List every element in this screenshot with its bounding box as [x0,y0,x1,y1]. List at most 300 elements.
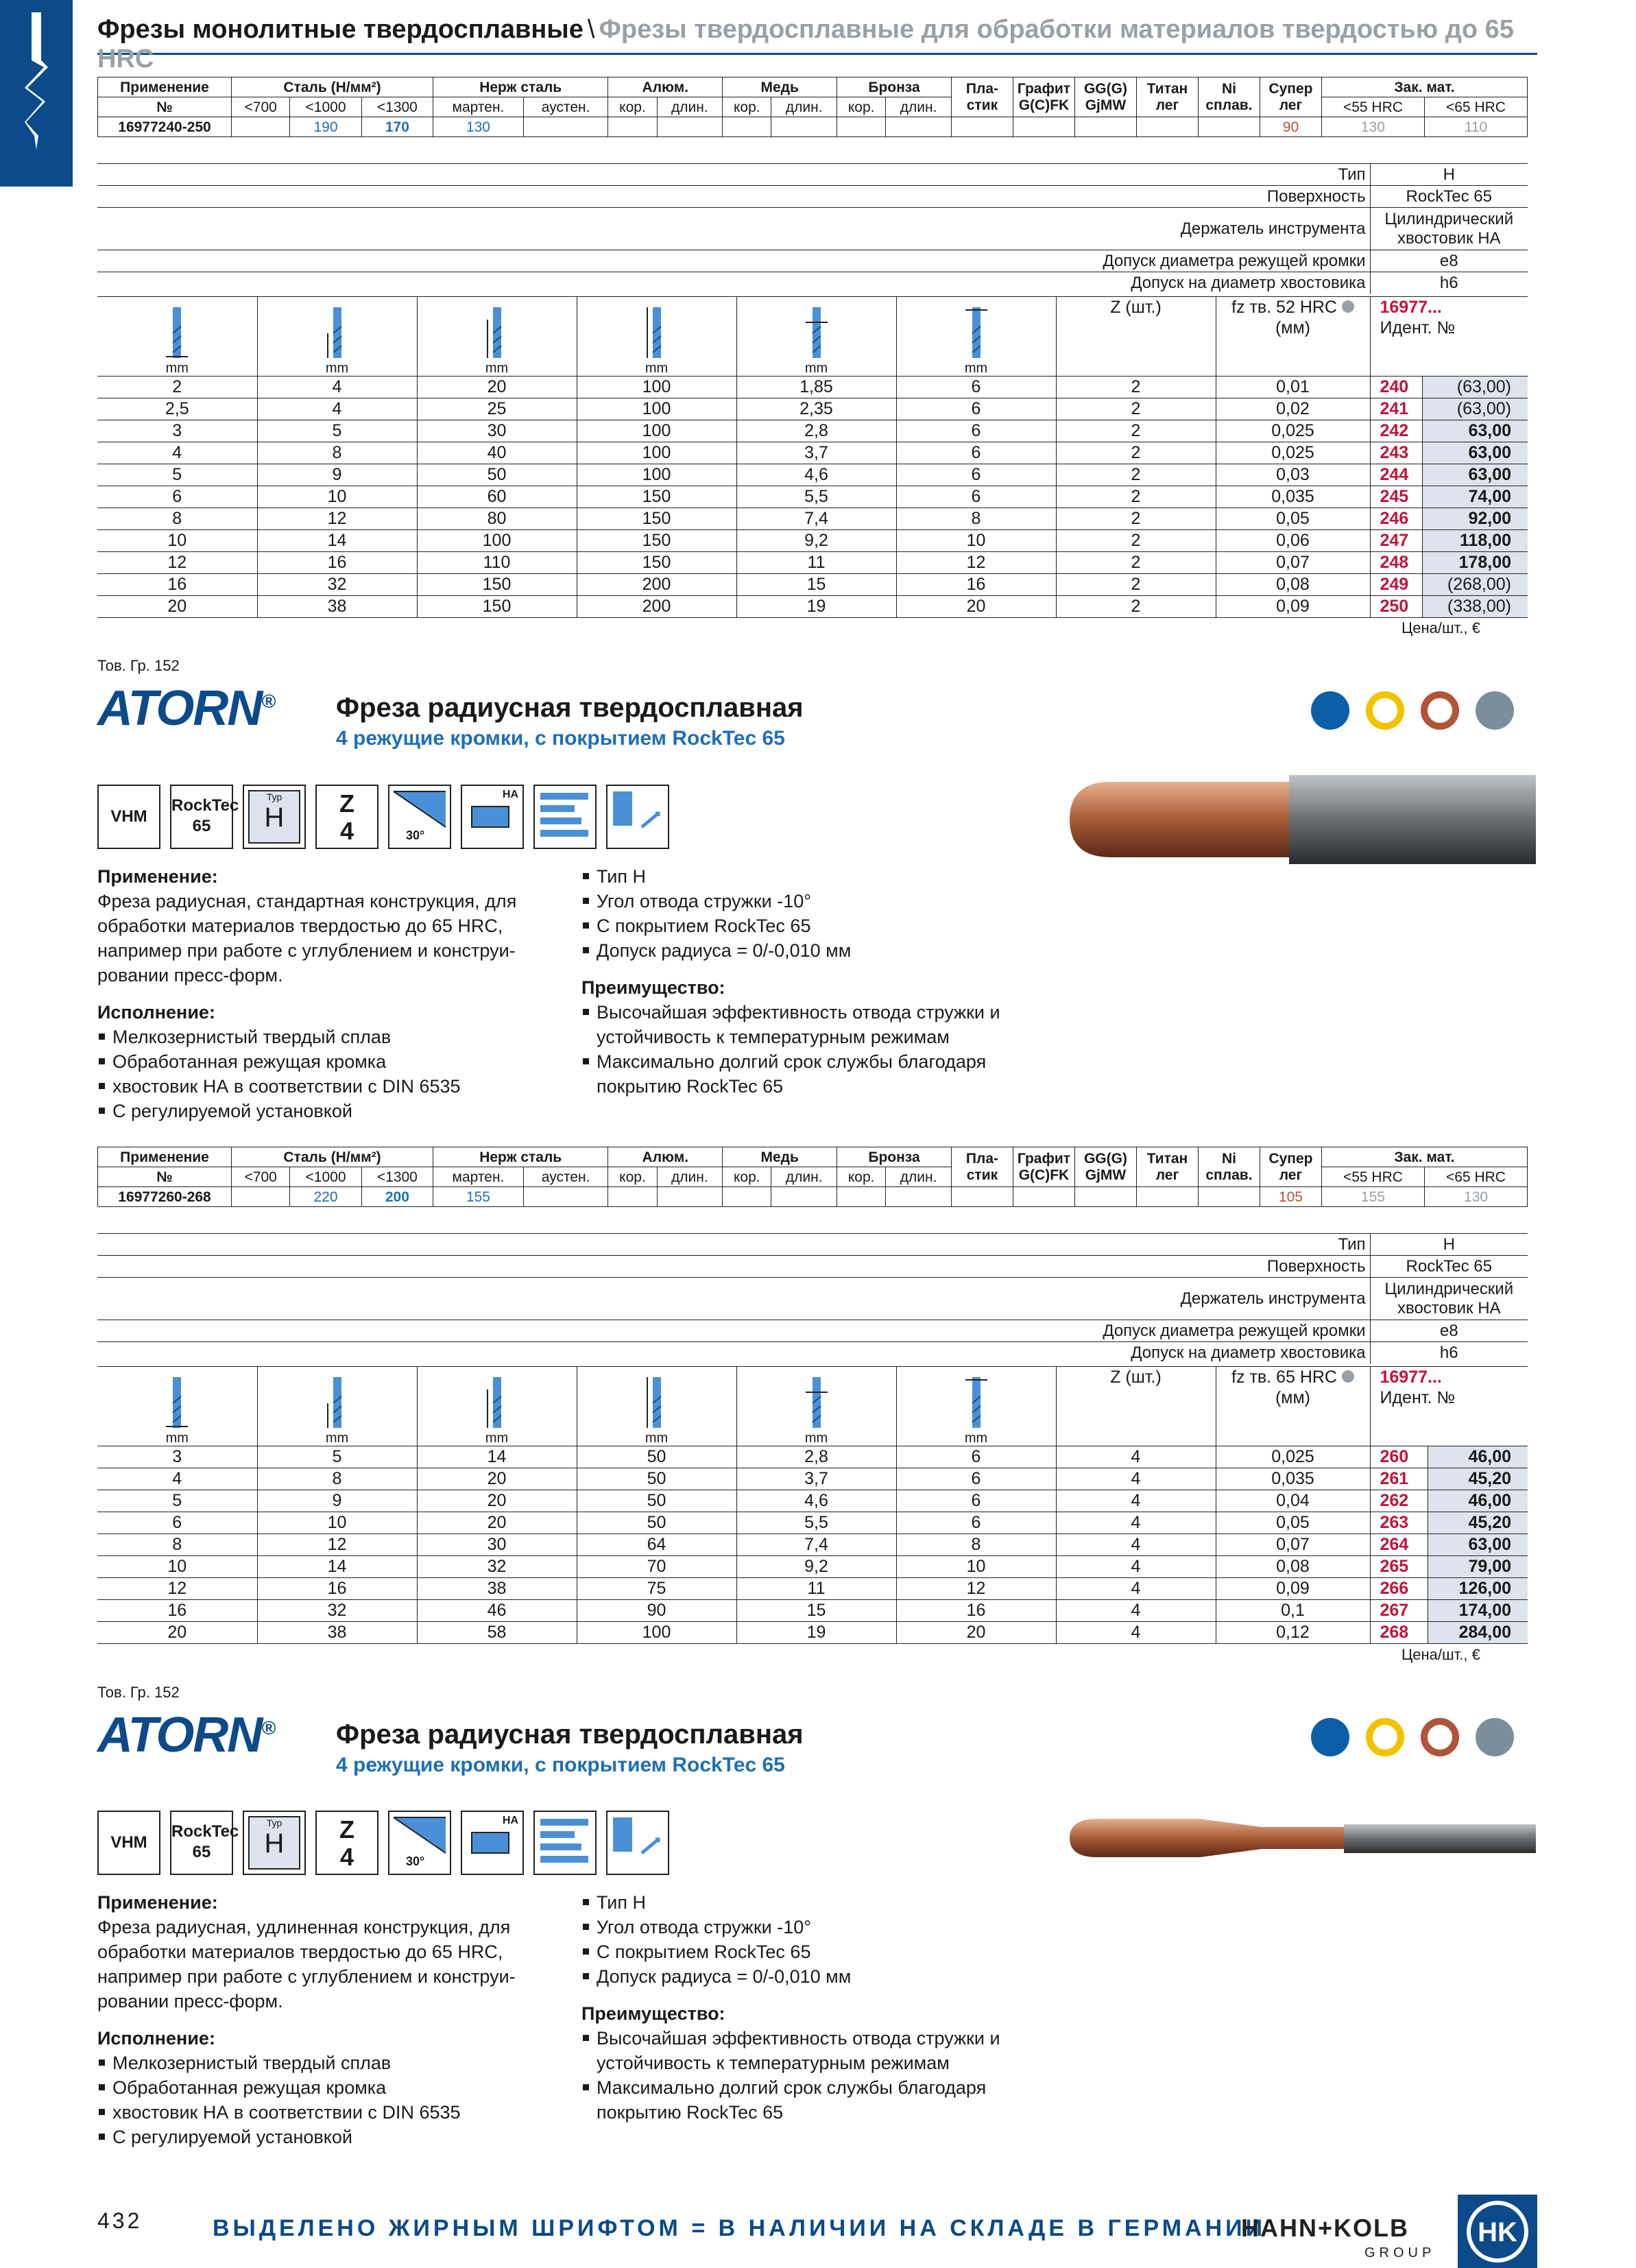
table-cell: 46 [417,1600,577,1622]
mt-val-h55: 130 [1321,117,1424,137]
mt-gg: GG(G) GjMW [1074,77,1136,117]
company-name: HAHN+KOLB [1241,2214,1410,2242]
mt-alum-sub: длин. [657,1167,723,1187]
table-cell: 2 [1056,398,1216,420]
badge-z-label: Z [339,789,354,817]
badge-typ-small: Typ [266,791,282,802]
mt-val-super: 105 [1260,1187,1321,1207]
price: 284,00 [1428,1622,1528,1644]
badge-typ-value: H [264,1828,285,1859]
table-cell: 2 [1056,486,1216,508]
exec-item: Мелкозернистый твердый сплав [97,2051,550,2075]
spec-tolshank-value: h6 [1370,1342,1528,1364]
badge-rocktec-label: RockTec [171,1822,239,1841]
mt-ni: Ni сплав. [1198,1147,1260,1187]
unit-label: mm [645,361,669,376]
table-cell: 64 [577,1534,736,1556]
table-cell: 100 [577,420,736,442]
adv-item: Максимально долгий срок службы благодаря покрытию RockTec 65 [581,2075,1048,2125]
table-cell: 2,8 [736,1446,896,1468]
ident-number: 268 [1370,1622,1428,1644]
end-mill-long-icon [1056,1804,1536,1872]
table-cell: 3 [97,1446,257,1468]
price: 74,00 [1423,486,1528,508]
exec-item: С регулируемой установкой [97,2125,550,2149]
unit-label: mm [804,1431,828,1446]
ident-number: 248 [1370,552,1423,574]
col-z: Z (шт.) [1056,297,1216,377]
table-cell: 0,07 [1216,552,1370,574]
circle-cast-icon [1476,1718,1514,1756]
table-cell: 2 [1056,574,1216,596]
price: 92,00 [1423,508,1528,530]
material-dot-icon [1342,300,1354,313]
feat-item: Допуск радиуса = 0/-0,010 мм [581,1964,1048,1989]
size-table-1 [97,296,1528,618]
tov-gr: Тов. Гр. 152 [97,657,180,674]
exec-title: Исполнение: [97,1002,215,1023]
mt-bronze: Бронза [837,77,952,97]
table-cell: 50 [417,464,577,486]
table-cell: 6 [896,486,1056,508]
mt-val-h65: 130 [1424,1187,1527,1207]
table-cell: 12 [896,552,1056,574]
table-cell: 2 [1056,420,1216,442]
price: 63,00 [1428,1534,1528,1556]
price-caption: Цена/шт., € [1402,619,1480,636]
badge-z-label: Z [339,1815,354,1843]
table-cell: 0,05 [1216,508,1370,530]
table-cell: 15 [736,574,896,596]
material-table-1 [97,77,1528,137]
table-cell: 75 [577,1578,736,1600]
table-cell: 0,02 [1216,398,1370,420]
table-row [97,464,1528,486]
unit-label: mm [485,361,509,376]
price-caption: Цена/шт., € [1402,1646,1480,1663]
price: 174,00 [1428,1600,1528,1622]
badge-rocktec [170,785,239,849]
applic-text: Фреза радиусная, стандартная конструкция, для обработки материалов твердостью до 65 HRC, например при работе с углублением и конструи-ровании пресс-форм. [97,891,517,986]
unit-label: mm [325,1431,349,1446]
table-cell: 100 [577,464,736,486]
spec-type-label: Тип [97,164,1370,186]
exec-item: хвостовик НА в соответствии с DIN 6535 [97,1074,550,1099]
table-cell: 4 [1056,1556,1216,1578]
table-cell: 150 [577,508,736,530]
table-cell: 0,025 [1216,442,1370,464]
exec-item: С регулируемой установкой [97,1099,550,1123]
table-cell: 2 [1056,552,1216,574]
spec-surface-value: RockTec 65 [1370,1256,1528,1278]
table-cell: 6 [896,377,1056,398]
table-cell: 8 [896,1534,1056,1556]
table-cell: 2,5 [97,398,257,420]
company-logo [1458,2195,1537,2268]
feat-item: Допуск радиуса = 0/-0,010 мм [581,938,1048,963]
table-cell: 16 [896,574,1056,596]
table-cell: 6 [896,464,1056,486]
col-id [1370,1367,1528,1446]
table-cell: 0,05 [1216,1512,1370,1534]
applic-text: Фреза радиусная, удлиненная конструкция, для обработки материалов твердостью до 65 HRC, например при работе с углублением и конструи-ровании пресс-форм. [97,1917,516,2012]
circle-hardened-icon [1421,1718,1459,1756]
ident-number: 264 [1370,1534,1428,1556]
table-cell: 4,6 [736,464,896,486]
table-cell: 16 [97,1600,257,1622]
table-cell: 150 [577,552,736,574]
col-id [1370,297,1528,377]
table-cell: 0,03 [1216,464,1370,486]
table-cell: 150 [577,530,736,552]
ident-number: 263 [1370,1512,1428,1534]
table-cell: 20 [896,596,1056,618]
table-cell: 100 [417,530,577,552]
ident-number: 245 [1370,486,1423,508]
table-cell: 110 [417,552,577,574]
mt-copper-sub: длин. [771,1167,837,1187]
col-id-prefix: 16977... [1380,298,1442,317]
table-cell: 20 [417,1490,577,1512]
spec-surface-label: Поверхность [97,1256,1370,1278]
table-cell: 0,08 [1216,1556,1370,1578]
table-cell: 4 [1056,1578,1216,1600]
price: 46,00 [1428,1490,1528,1512]
table-cell: 0,06 [1216,530,1370,552]
table-cell: 2 [1056,464,1216,486]
mt-bronze-sub: длин. [886,97,952,117]
mt-stainless-sub: аустен. [523,1167,608,1187]
plunge-icon [606,1811,669,1875]
table-row [97,552,1528,574]
table-cell: 0,12 [1216,1622,1370,1644]
table-cell: 5 [97,464,257,486]
badge-z-value: 4 [339,1843,354,1871]
ident-number: 261 [1370,1468,1428,1490]
ident-number: 265 [1370,1556,1428,1578]
plunge-icon [606,785,669,849]
table-cell: 0,025 [1216,1446,1370,1468]
dim-d2-icon [736,297,896,377]
table-cell: 2 [1056,596,1216,618]
table-cell: 50 [577,1490,736,1512]
table-cell: 20 [417,1468,577,1490]
ident-number: 242 [1370,420,1423,442]
table-cell: 32 [257,574,417,596]
table-cell: 38 [257,1622,417,1644]
page-footer [0,2181,1636,2268]
dim-d1-icon [97,1367,257,1446]
table-cell: 4 [97,1468,257,1490]
badge-rocktec [170,1811,239,1875]
product-title: Фреза радиусная твердосплавная [336,1719,804,1750]
badge-vhm: VHM [97,1811,160,1875]
badge-typ-small: Typ [266,1817,282,1828]
table-cell: 7,4 [736,508,896,530]
mt-alum-sub: кор. [608,97,657,117]
table-cell: 20 [97,1622,257,1644]
mt-alum-sub: кор. [608,1167,657,1187]
spec-type-label: Тип [97,1234,1370,1256]
hk-logo-text: HK [1478,2217,1517,2247]
product-subtitle: 4 режущие кромки, с покрытием RockTec 65 [336,727,785,750]
table-cell: 5 [257,1446,417,1468]
mt-alum: Алюм. [608,1147,723,1167]
table-row [97,1534,1528,1556]
unit-label: mm [964,361,988,376]
ident-number: 260 [1370,1446,1428,1468]
price: (268,00) [1423,574,1528,596]
price: 45,20 [1428,1512,1528,1534]
table-cell: 40 [417,442,577,464]
table-cell: 11 [736,1578,896,1600]
table-row [97,377,1528,398]
circle-steel-icon [1311,1718,1349,1756]
table-cell: 2 [97,377,257,398]
mt-val-h65: 110 [1424,117,1527,137]
mt-bronze-sub: кор. [837,97,886,117]
feat-item: Тип Н [581,864,1048,889]
ramping-icon [533,1811,597,1875]
table-cell: 4 [257,377,417,398]
table-cell: 19 [736,1622,896,1644]
badge-angle-label: 30° [406,828,425,842]
unit-label: mm [485,1431,509,1446]
mt-applic: Применение [98,1147,232,1167]
mt-hard: Зак. мат. [1321,1147,1527,1167]
brand-logo: ATORN® [97,1708,274,1763]
table-cell: 6 [896,398,1056,420]
price: 46,00 [1428,1446,1528,1468]
badge-angle-label: 30° [406,1854,425,1868]
spec-table-1 [97,163,1528,294]
feature-block [581,1890,1048,2125]
ident-number: 247 [1370,530,1423,552]
material-table-2 [97,1147,1528,1207]
table-cell: 150 [417,574,577,596]
table-cell: 0,08 [1216,574,1370,596]
dim-d-icon [896,1367,1056,1446]
table-cell: 3,7 [736,1468,896,1490]
table-row [97,596,1528,618]
table-cell: 0,01 [1216,377,1370,398]
table-cell: 10 [257,1512,417,1534]
product-title: Фреза радиусная твердосплавная [336,693,804,723]
spec-tolshank-label: Допуск на диаметр хвостовика [97,272,1370,294]
ident-number: 267 [1370,1600,1428,1622]
badge-rocktec-num: 65 [192,1843,211,1861]
header-title-main: Фрезы монолитные твердосплавные [97,15,584,44]
unit-label: mm [645,1431,669,1446]
circle-cast-icon [1476,691,1514,730]
mt-steel-sub: <1000 [290,97,361,117]
table-row [97,1446,1528,1468]
mt-val-super: 90 [1260,117,1321,137]
table-cell: 0,07 [1216,1534,1370,1556]
table-cell: 12 [257,508,417,530]
size-table-header [97,1367,1528,1446]
table-cell: 80 [417,508,577,530]
mt-steel-sub: <1000 [290,1167,361,1187]
price: 63,00 [1423,420,1528,442]
feat-item: С покрытием RockTec 65 [581,914,1048,938]
mt-stainless: Нерж сталь [433,1147,608,1167]
mt-copper-sub: кор. [723,1167,771,1187]
ident-number: 240 [1370,377,1423,398]
mt-no: № [98,97,232,117]
dim-l2-icon [417,297,577,377]
ident-number: 244 [1370,464,1423,486]
table-cell: 9 [257,1490,417,1512]
table-cell: 2 [1056,530,1216,552]
table-cell: 70 [577,1556,736,1578]
table-cell: 20 [417,1512,577,1534]
table-cell: 8 [257,1468,417,1490]
table-cell: 10 [97,530,257,552]
dim-d1-icon [97,297,257,377]
table-cell: 20 [97,596,257,618]
table-cell: 9 [257,464,417,486]
table-row [97,420,1528,442]
table-cell: 0,09 [1216,1578,1370,1600]
table-cell: 0,1 [1216,1600,1370,1622]
mt-val-martens: 155 [433,1187,524,1207]
table-cell: 6 [896,442,1056,464]
unit-label: mm [804,361,828,376]
ident-number: 266 [1370,1578,1428,1600]
mt-alum: Алюм. [608,77,723,97]
feat-item: Тип Н [581,1890,1048,1915]
shank-ha-icon [461,1811,524,1875]
table-row [97,530,1528,552]
mt-hard: Зак. мат. [1321,77,1527,97]
drill-icon [18,12,55,150]
page-header [97,15,1537,73]
table-row [97,1512,1528,1534]
mt-val-1000: 190 [290,117,361,137]
col-fz-unit: (мм) [1275,1388,1311,1407]
spec-holder-label: Держатель инструмента [97,1278,1370,1320]
table-row [97,486,1528,508]
size-table-2 [97,1366,1528,1644]
col-id-sub: Идент. № [1380,318,1456,337]
table-cell: 3 [97,420,257,442]
company-group: GROUP [1364,2245,1436,2260]
circle-stainless-icon [1366,1718,1404,1756]
spec-holder-label: Держатель инструмента [97,208,1370,250]
size-table-header [97,297,1528,377]
table-cell: 10 [896,1556,1056,1578]
table-cell: 8 [896,508,1056,530]
table-cell: 2 [1056,442,1216,464]
table-cell: 16 [257,552,417,574]
mt-titan: Титан лег [1136,1147,1198,1187]
table-row [97,1578,1528,1600]
price: (63,00) [1423,398,1528,420]
adv-item: Высочайшая эффективность отвода стружки и устойчивость к температурным режимам [581,2026,1048,2075]
brand-text: ATORN [97,681,262,736]
table-cell: 10 [257,486,417,508]
table-cell: 10 [97,1556,257,1578]
table-cell: 100 [577,442,736,464]
mt-gg: GG(G) GjMW [1074,1147,1136,1187]
badge-ha-label: HA [502,789,518,800]
table-cell: 8 [97,508,257,530]
spec-tolcut-label: Допуск диаметра режущей кромки [97,250,1370,272]
mt-super: Супер лег [1260,77,1321,117]
exec-item: Обработанная режущая кромка [97,1049,550,1074]
mt-ni: Ni сплав. [1198,77,1260,117]
table-cell: 19 [736,596,896,618]
mt-steel-sub: <700 [232,1167,290,1187]
unit-label: mm [165,361,189,376]
col-fz-unit: (мм) [1275,318,1311,337]
dim-d-icon [896,297,1056,377]
price: 63,00 [1423,464,1528,486]
table-cell: 5 [257,420,417,442]
badge-typ [243,1811,306,1875]
table-cell: 16 [97,574,257,596]
mt-bronze-sub: длин. [886,1167,952,1187]
table-cell: 6 [97,486,257,508]
badge-z [315,1811,378,1875]
mt-hard-sub: <65 HRC [1424,97,1527,117]
table-cell: 4 [257,398,417,420]
brand-text: ATORN [97,1708,262,1763]
price: 45,20 [1428,1468,1528,1490]
table-row [97,1622,1528,1644]
table-cell: 6 [896,1468,1056,1490]
table-row [97,398,1528,420]
table-cell: 100 [577,377,736,398]
end-mill-icon [1056,768,1536,871]
adv-title: Преимущество: [581,2003,725,2024]
table-cell: 58 [417,1622,577,1644]
table-cell: 3,7 [736,442,896,464]
table-cell: 2,35 [736,398,896,420]
table-cell: 4 [1056,1600,1216,1622]
table-cell: 12 [97,552,257,574]
table-cell: 8 [257,442,417,464]
mt-val-1300: 200 [361,1187,433,1207]
table-cell: 150 [417,596,577,618]
helix-angle-icon [388,1811,451,1875]
mt-val-h55: 155 [1321,1187,1424,1207]
badge-ha-label: HA [502,1815,518,1826]
mt-steel: Сталь (Н/мм²) [232,77,433,97]
table-cell: 100 [577,1622,736,1644]
dim-l-icon [577,1367,736,1446]
badge-typ-value: H [264,802,285,833]
exec-title: Исполнение: [97,2028,215,2049]
spec-tolcut-value: e8 [1370,250,1528,272]
helix-angle-icon [388,785,451,849]
dim-l2-icon [417,1367,577,1446]
table-cell: 4 [1056,1446,1216,1468]
badge-z-value: 4 [339,817,354,845]
table-cell: 32 [417,1556,577,1578]
col-id-prefix: 16977... [1380,1368,1442,1387]
table-cell: 38 [257,596,417,618]
table-cell: 0,035 [1216,1468,1370,1490]
tov-gr: Тов. Гр. 152 [97,1684,180,1701]
table-cell: 0,025 [1216,420,1370,442]
application-block [97,1890,550,2149]
table-cell: 25 [417,398,577,420]
table-cell: 4 [1056,1512,1216,1534]
table-cell: 11 [736,552,896,574]
table-cell: 38 [417,1578,577,1600]
